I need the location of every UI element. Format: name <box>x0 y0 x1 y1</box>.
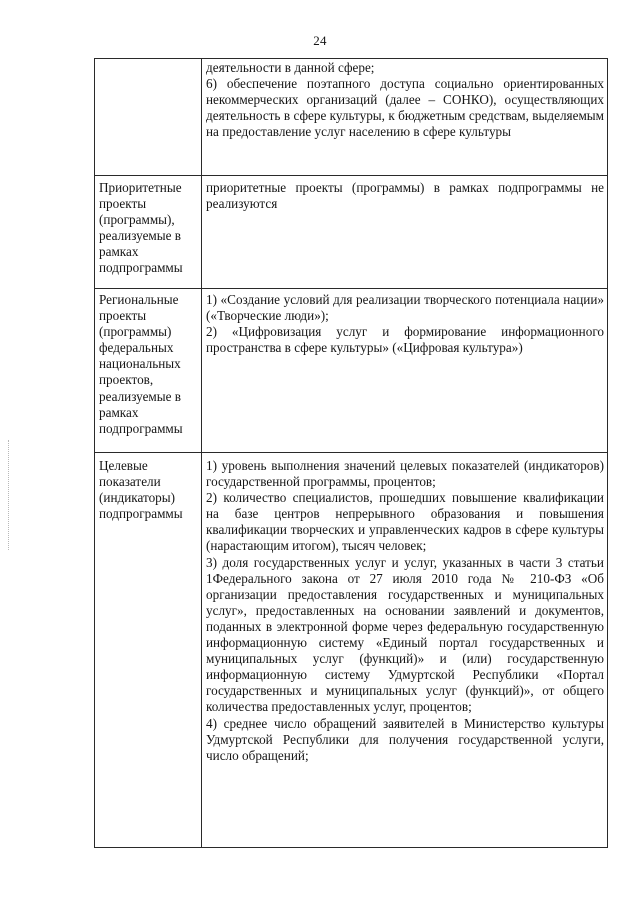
content-paragraph: деятельности в данной сфере; <box>206 60 375 75</box>
row-content <box>202 289 608 453</box>
table-row-regional-projects <box>95 289 608 453</box>
table-row-priority-projects <box>95 176 608 289</box>
row-label: Целевые показатели (индикаторы) подпрограммы <box>95 453 202 848</box>
table-row-target-indicators <box>95 453 608 848</box>
content-paragraph: приоритетные проекты (программы) в рамках подпрограммы не реализуются <box>206 180 604 212</box>
row-content <box>202 453 608 848</box>
row-label: Приоритетные проекты (программы), реализуемые в рамках подпрограммы <box>95 176 202 289</box>
passport-table <box>94 58 608 848</box>
scan-margin-mark <box>8 440 10 550</box>
content-paragraph: 2) количество специалистов, прошедших повышение квалификации на базе центров непрерывного образования и повышения квалификации творческих и управленческих кадров в сфере культуры (нарастающим итогом), тысяч человек; <box>206 490 604 554</box>
content-paragraph: 4) среднее число обращений заявителей в Министерство культуры Удмуртской Республики для получения государственной услуги, число обращений; <box>206 715 604 763</box>
content-paragraph: 1) «Создание условий для реализации творческого потенциала нации» («Творческие люди»); <box>206 292 604 324</box>
content-paragraph: 6) обеспечение поэтапного доступа социально ориентированных некоммерческих организаций (далее – СОНКО), осуществляющих деятельность в сфере культуры, к бюджетным средствам, выделяемым на предоставление услуг населению в сфере культуры <box>206 76 604 140</box>
page-number: 24 <box>313 33 327 48</box>
content-paragraph: 3) доля государственных услуг и услуг, указанных в части 3 статьи 1Федерального закона от 27 июля 2010 года № 210-ФЗ «Об организации предоставления государственных и муниципальных услуг», предоставленных на основании заявлений и документов, поданных в электронной форме через федеральную государственную информационную систему «Единый портал государственных и муниципальных услуг (функций)» и (или) государственную информационную систему Удмуртской Республики «Портал государственных и муниципальных услуг (функций)», от общего количества предоставленных услуг, процентов; <box>206 554 604 715</box>
table-row-continuation <box>95 59 608 176</box>
content-paragraph: 2) «Цифровизация услуг и формирование информационного пространства в сфере культуры» («Цифровая культура») <box>206 324 604 356</box>
row-content <box>202 176 608 289</box>
content-paragraph: 1) уровень выполнения значений целевых показателей (индикаторов) государственной программы, процентов; <box>206 458 604 490</box>
row-content <box>202 59 608 176</box>
row-label-empty <box>95 59 202 176</box>
row-label: Региональные проекты (программы) федеральных национальных проектов, реализуемые в рамках подпрограммы <box>95 289 202 453</box>
